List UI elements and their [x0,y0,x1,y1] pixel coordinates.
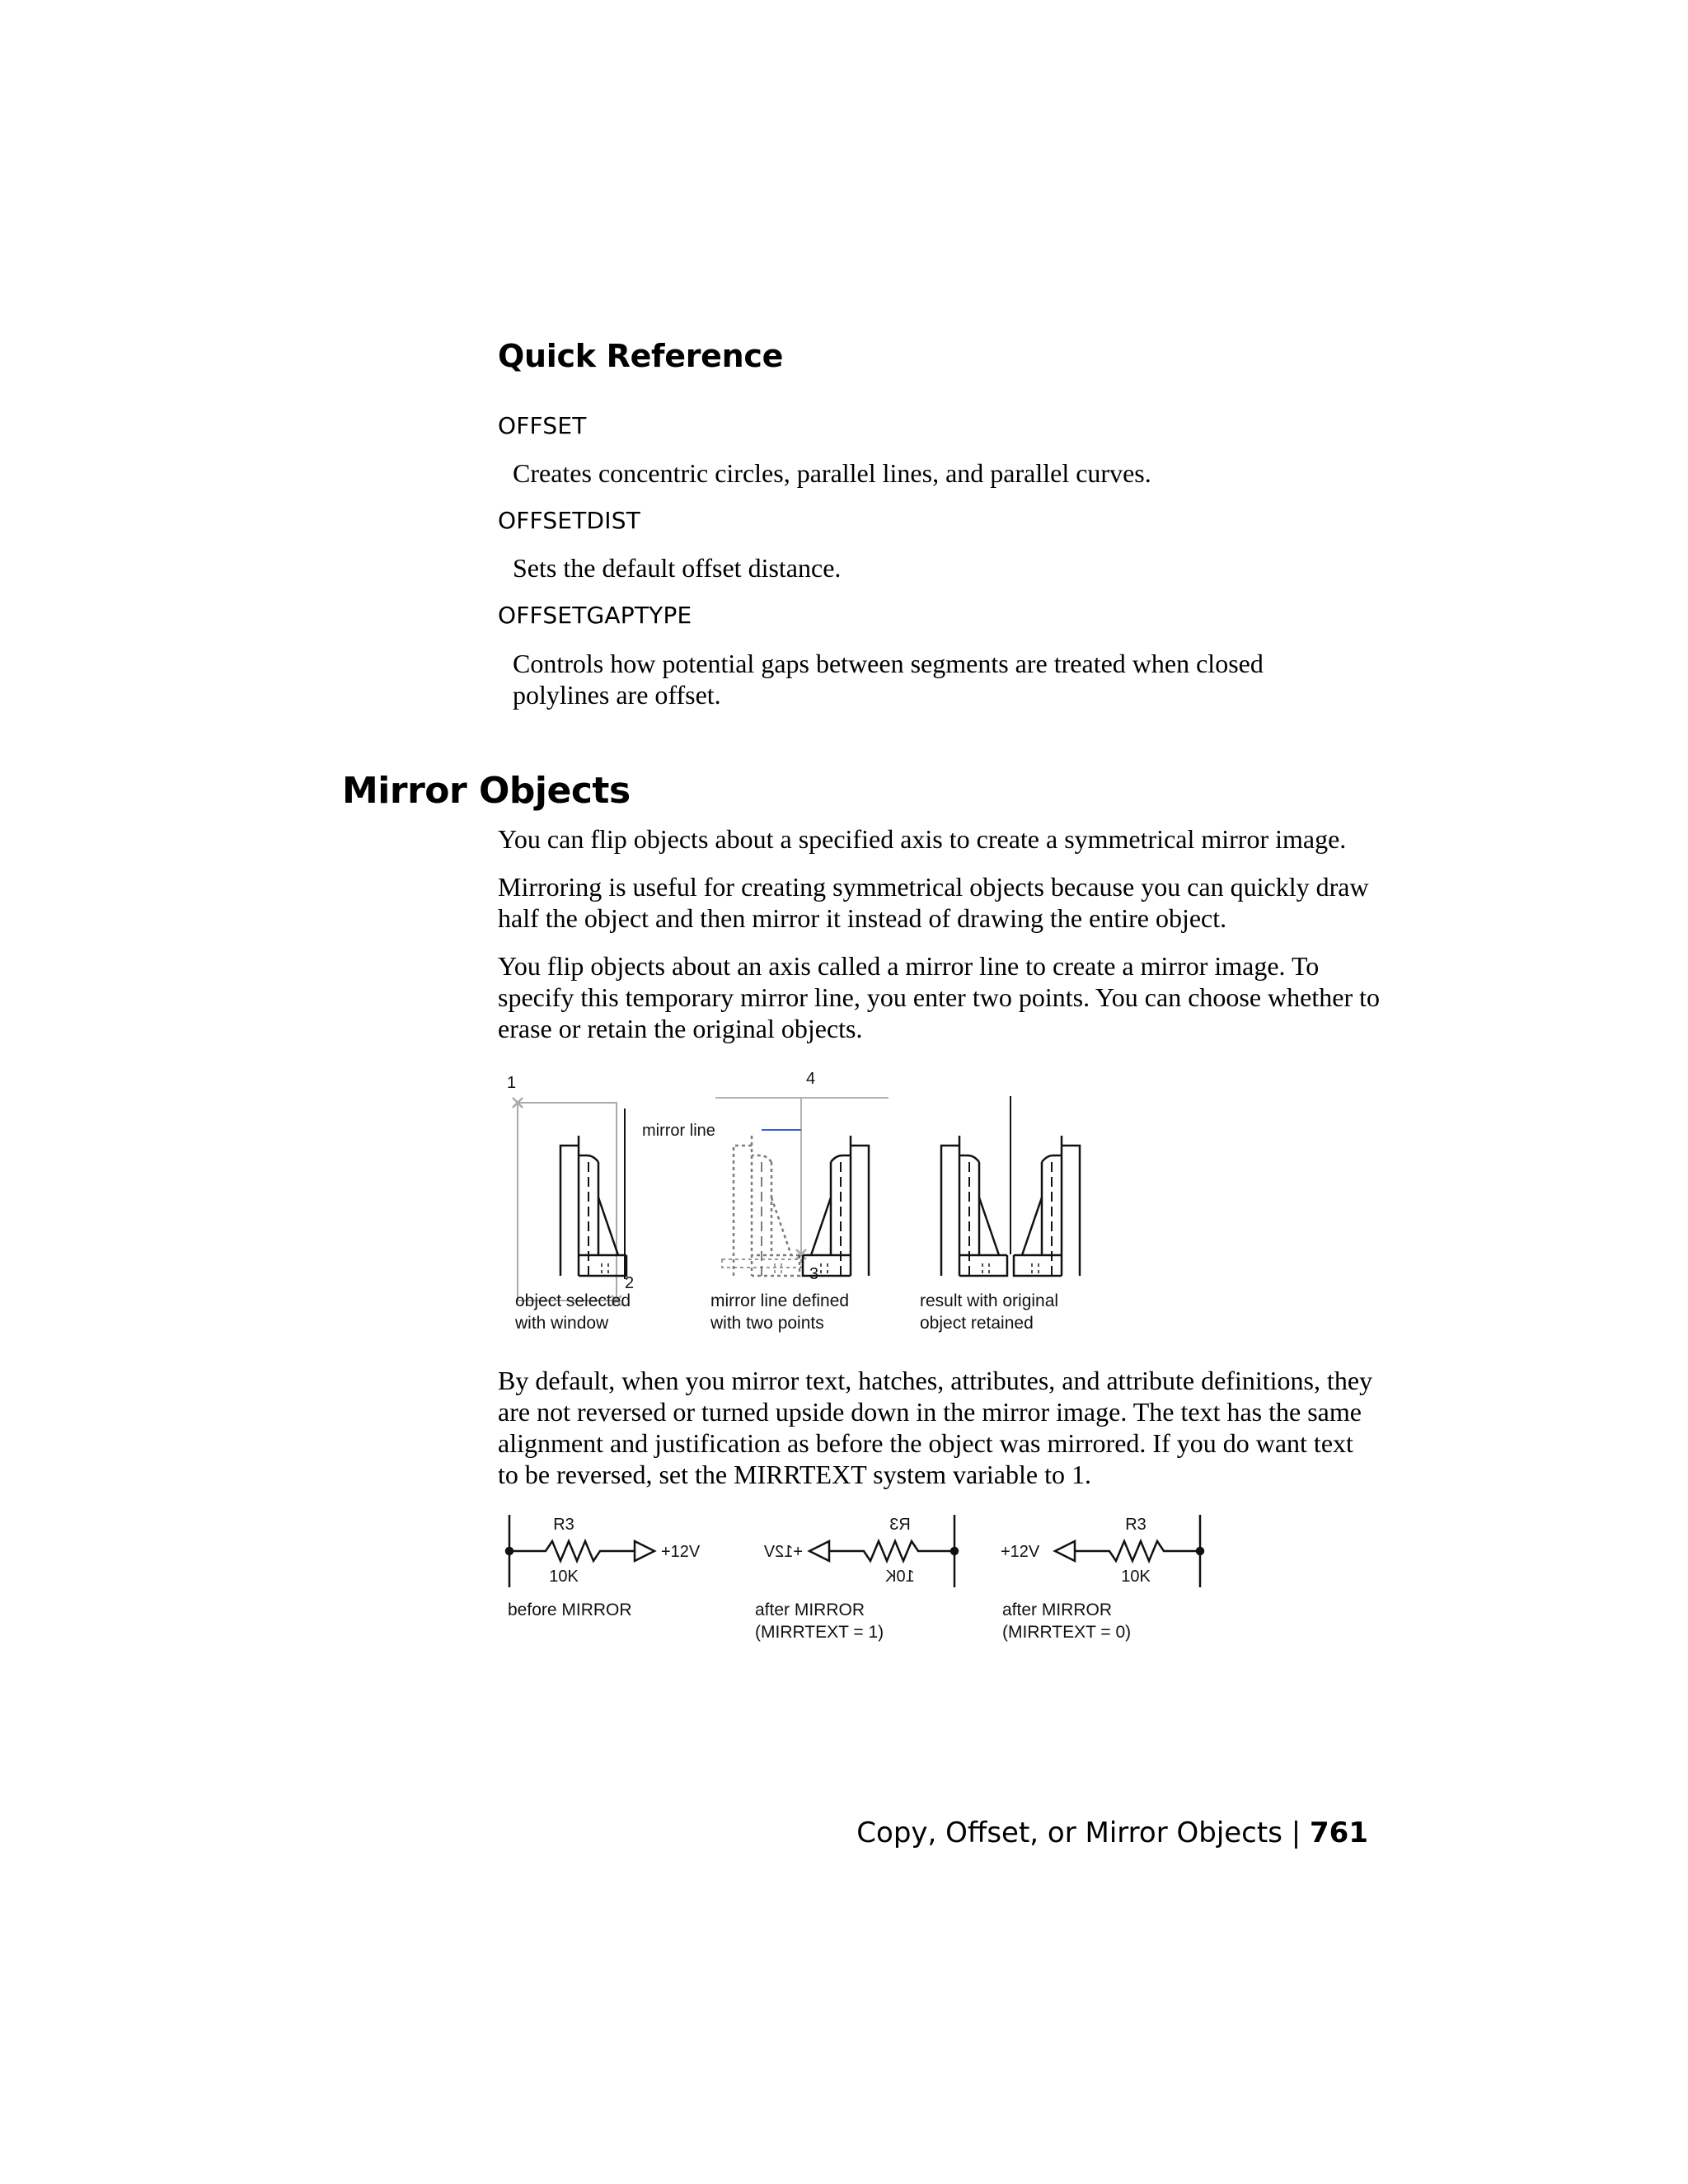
section-heading: Mirror Objects [342,770,631,812]
voltage-label-mirrored: +12V [763,1543,803,1561]
caption-before-mirror: before MIRROR [508,1601,632,1619]
term-offset: OFFSET [498,412,587,439]
mirrtext-figure [495,1508,1236,1665]
caption-mirror-line-defined: mirror line defined with two points [710,1291,850,1333]
footer-separator: | [1291,1816,1301,1849]
paragraph-usefulness: Mirroring is useful for creating symmetrical objects because you can quickly draw half the object and then mirror it instead of drawing the entire object. [498,872,1369,933]
term-offsetgaptype-description: Controls how potential gaps between segments are treated when closed polylines are offset. [513,649,1264,710]
caption-object-selected: object selected with window [515,1291,631,1333]
page-footer [856,1816,1368,1849]
point-label-1: 1 [507,1074,517,1092]
caption-result-retained: result with original object retained [920,1291,1059,1333]
part-mirror-line-defined [715,1098,889,1276]
caption-mirrtext-0: after MIRROR (MIRRTEXT = 0) [1002,1601,1132,1642]
resistor-label-before: R3 [553,1516,574,1534]
quick-reference-heading: Quick Reference [498,338,784,374]
point-label-3: 3 [809,1265,819,1283]
mirror-line-label: mirror line [642,1122,715,1140]
paragraph-mirror-line: You flip objects about an axis called a mirror line to create a mirror image. To specify this temporary mirror line, you enter two points. You can choose whether to erase or retain the original objects. [498,951,1380,1043]
caption-mirrtext-1: after MIRROR (MIRRTEXT = 1) [755,1601,884,1642]
part-object-selected [513,1098,626,1305]
resistor-value-normal: 10K [1121,1568,1151,1586]
voltage-label-before: +12V [661,1543,701,1561]
part-result-retained [941,1096,1080,1276]
point-label-2: 2 [625,1274,635,1292]
resistor-value-before: 10K [549,1568,579,1586]
circuit-before-mirror [506,1515,654,1587]
term-offsetgaptype: OFFSETGAPTYPE [498,602,692,629]
term-offsetdist: OFFSETDIST [498,507,641,534]
resistor-label-mirrored: R3 [889,1516,911,1534]
circuit-mirrtext-1 [809,1515,958,1587]
resistor-value-mirrored: 10K [885,1568,915,1586]
paragraph-mirrtext: By default, when you mirror text, hatches, attributes, and attribute definitions, they are not reversed or turned upside down in the mirror image. The text has the same alignment and justification as before the object was mirrored. If you do want text to be reversed, set the MIRRTEXT system variable to 1. [498,1366,1373,1489]
term-offset-description: Creates concentric circles, parallel lines, and parallel curves. [513,458,1151,488]
voltage-label-normal: +12V [1001,1543,1040,1561]
point-label-4: 4 [806,1070,816,1088]
paragraph-intro: You can flip objects about a specified axis to create a symmetrical mirror image. [498,824,1347,854]
resistor-label-normal: R3 [1125,1516,1146,1534]
footer-chapter: Copy, Offset, or Mirror Objects [856,1816,1282,1849]
term-offsetdist-description: Sets the default offset distance. [513,553,842,583]
page-number: 761 [1310,1816,1368,1849]
mirror-objects-figure [495,1063,1121,1352]
